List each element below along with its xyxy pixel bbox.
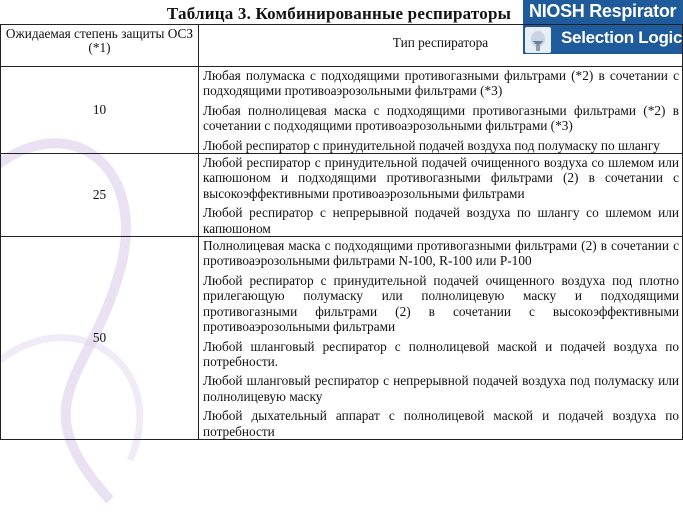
table-row xyxy=(1,237,683,440)
table-row xyxy=(1,154,683,237)
respirator-type-item: Любой респиратор с непрерывной подачей воздуха по шлангу со шлемом или капюшоном xyxy=(203,205,679,236)
respirator-type-item: Любой респиратор с принудительной подачей очищенного воздуха под плотно прилегающую полумаску или полнолицевую маску и подходящими противогазными фильтрами (2) в сочетании с высокоэффективными противоаэрозольными фильтрами xyxy=(203,272,679,335)
respirator-types-cell xyxy=(199,67,683,154)
respirator-types-cell xyxy=(199,154,683,237)
protection-factor-cell: 25 xyxy=(1,154,199,237)
banner-line-2: Selection Logic xyxy=(561,28,683,47)
table-title: Таблица 3. Комбинированные респираторы xyxy=(166,4,512,23)
respirator-type-item: Любой респиратор с принудительной подачей воздуха под полумаску по шлангу xyxy=(203,137,660,153)
header-protection-factor: Ожидаемая степень защиты ОСЗ (*1) xyxy=(1,25,199,67)
respirator-table xyxy=(0,24,683,440)
respirator-type-item: Полнолицевая маска с подходящими противогазными фильтрами (2) в сочетании с противоаэрозольными фильтрами N-100, R-100 или P-100 xyxy=(203,238,679,269)
respirator-type-item: Любая полнолицевая маска с подходящими противогазными фильтрами (*2) в сочетании с подходящими противоаэрозольными фильтрами (*3) xyxy=(203,102,679,134)
respirator-type-item: Любой шланговый респиратор с непрерывной подачей воздуха под полумаску или полнолицевую маску xyxy=(203,373,679,404)
respirator-type-item: Любая полумаска с подходящими противогазными фильтрами (*2) в сочетании с подходящими противоаэрозольными фильтрами (*3) xyxy=(203,68,679,99)
banner-line-1: NIOSH Respirator xyxy=(529,1,677,21)
respirator-type-item: Любой шланговый респиратор с полнолицевой маской и подачей воздуха по потребности. xyxy=(203,338,679,369)
table-header-row xyxy=(1,25,683,67)
respirator-types-cell xyxy=(199,237,683,440)
respirator-type-item: Любой респиратор с принудительной подачей очищенного воздуха со шлемом или капюшоном и подходящими противогазными фильтрами (2) в сочетании с высокоэффективными противоаэрозольными фильтрами xyxy=(203,155,679,201)
header-respirator-type: Тип респиратора xyxy=(199,25,683,67)
protection-factor-cell: 50 xyxy=(1,237,199,440)
protection-factor-cell: 10 xyxy=(1,67,199,154)
respirator-type-item: Любой дыхательный аппарат с полнолицевой маской и подачей воздуха по потребности xyxy=(203,408,679,439)
table-row xyxy=(1,67,683,154)
